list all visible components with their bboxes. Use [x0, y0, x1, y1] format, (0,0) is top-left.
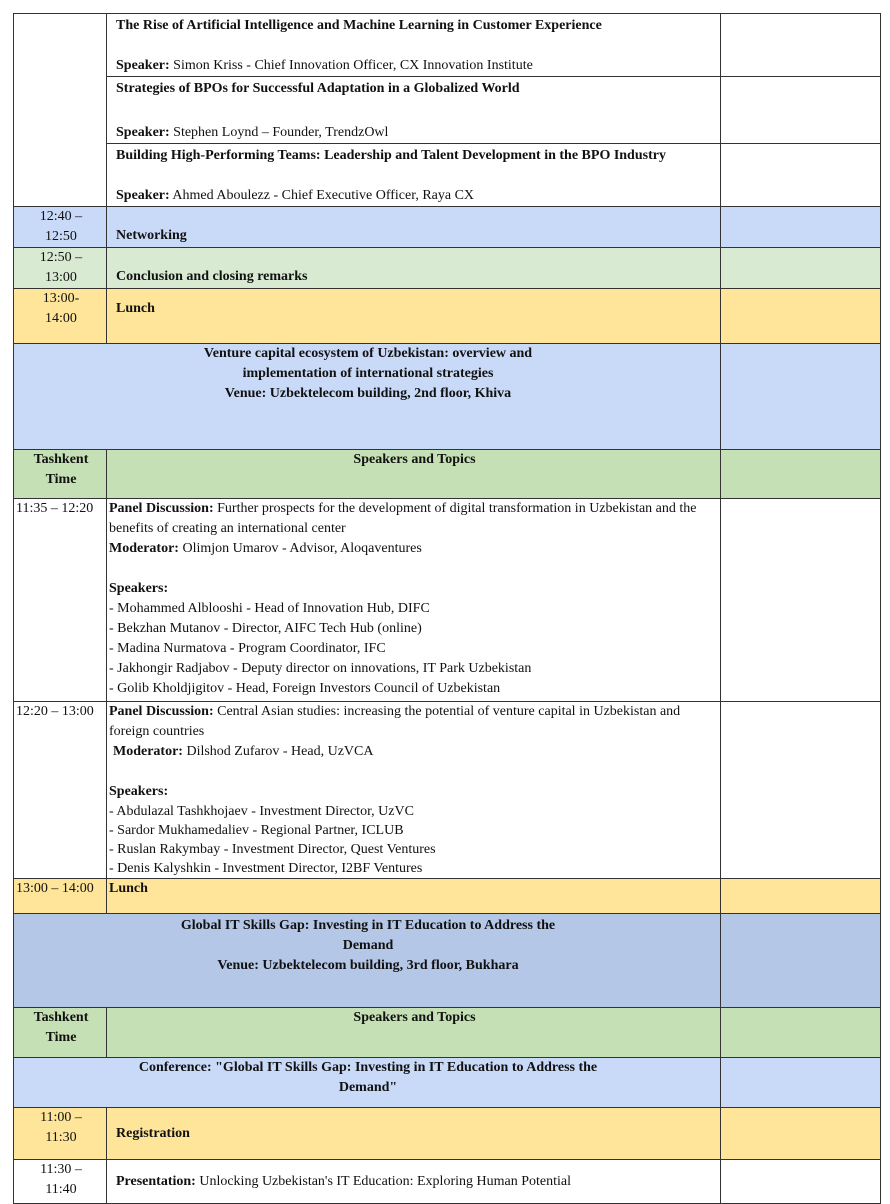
moderator: [109, 539, 720, 559]
activity-cell: [107, 1108, 721, 1160]
notes-cell: [721, 702, 881, 879]
conference-row: [14, 1058, 881, 1108]
presentation-label: Presentation:: [116, 1173, 196, 1189]
column-header-time: [14, 450, 107, 499]
panel-description: [109, 702, 720, 742]
talk-title: The Rise of Artificial Intelligence and Machine Learning in Customer Experience: [116, 18, 602, 33]
speaker-label: Speaker:: [116, 188, 170, 203]
presentation-text: Unlocking Uzbekistan's IT Education: Exploring Human Potential: [199, 1173, 571, 1189]
moderator-label: Moderator:: [113, 744, 183, 759]
notes-cell: [721, 1058, 881, 1108]
notes-cell: [721, 914, 881, 1008]
notes-cell: [721, 144, 881, 207]
activity-label: Conclusion and closing remarks: [116, 269, 308, 284]
notes-cell: [721, 499, 881, 702]
activity-cell: [107, 207, 721, 248]
notes-cell: [721, 344, 881, 450]
talk-cell: [107, 144, 721, 207]
talk-speaker: [116, 56, 720, 76]
talk-speaker: [116, 123, 720, 143]
time-end: 11:40: [45, 1182, 77, 1197]
speaker-name: Simon Kriss - Chief Innovation Officer, CX Innovation Institute: [173, 58, 533, 73]
speaker-name: Ahmed Aboulezz - Chief Executive Officer, Raya CX: [172, 188, 475, 203]
time-cell: [14, 207, 107, 248]
notes-cell: [721, 879, 881, 914]
activity-cell: [107, 879, 721, 914]
time-start: 12:50 –: [39, 250, 83, 265]
networking-row: [14, 207, 881, 248]
speaker-label: Speaker:: [116, 58, 170, 73]
moderator-label: Moderator:: [109, 541, 179, 556]
panel-text: Central Asian studies: increasing the potential of venture capital in Uzbekistan and foreign countries: [109, 704, 681, 739]
talk-row: [14, 144, 881, 207]
panel-text: Further prospects for the development of digital transformation in Uzbekistan and the benefits of creating an international center: [109, 501, 697, 536]
section-title-line: Demand: [342, 938, 394, 953]
section-title: [14, 914, 721, 1008]
speaker-item: - Abdulazal Tashkhojaev - Investment Director, UzVC: [109, 804, 414, 819]
panel-label: Panel Discussion:: [109, 704, 214, 719]
speaker-item: - Bekzhan Mutanov - Director, AIFC Tech Hub (online): [109, 621, 422, 636]
activity-cell: [107, 248, 721, 289]
time-cell: [14, 1108, 107, 1160]
talk-row: [14, 14, 881, 77]
time-cell: [14, 248, 107, 289]
presentation-row: [14, 1160, 881, 1204]
speaker-label: Speaker:: [116, 125, 170, 140]
speaker-item: - Golib Kholdjigitov - Head, Foreign Investors Council of Uzbekistan: [109, 681, 501, 696]
time-end: 11:30: [45, 1130, 77, 1145]
conclusion-row: [14, 248, 881, 289]
moderator: [109, 742, 720, 762]
column-header-topics: Speakers and Topics: [107, 1008, 721, 1058]
time-end: 14:00: [45, 311, 77, 326]
section-title-line: Global IT Skills Gap: Investing in IT Education to Address the: [180, 918, 556, 933]
speaker-item: - Sardor Mukhamedaliev - Regional Partner, ICLUB: [109, 823, 404, 838]
speaker-item: - Denis Kalyshkin - Investment Director, I2BF Ventures: [109, 861, 423, 876]
speaker-name: Stephen Loynd – Founder, TrendzOwl: [173, 125, 389, 140]
activity-label: Registration: [116, 1125, 190, 1141]
notes-cell: [721, 77, 881, 144]
time-cell: 12:20 – 13:00: [14, 702, 107, 879]
section-venue: Venue: Uzbektelecom building, 2nd floor, Khiva: [224, 386, 512, 401]
panel-row: [14, 702, 881, 879]
speaker-item: - Ruslan Rakymbay - Investment Director, Quest Ventures: [109, 842, 436, 857]
talk-speaker: [116, 186, 720, 206]
header-time-line: Tashkent: [33, 452, 89, 467]
lunch-row: [14, 879, 881, 914]
notes-cell: [721, 14, 881, 77]
notes-cell: [721, 248, 881, 289]
notes-cell: [721, 450, 881, 499]
activity-label: Lunch: [116, 301, 155, 316]
section-title: [14, 344, 721, 450]
header-time-line: Time: [45, 1030, 77, 1045]
speaker-item: - Jakhongir Radjabov - Deputy director on innovations, IT Park Uzbekistan: [109, 661, 532, 676]
time-end: 13:00: [45, 270, 77, 285]
notes-cell: [721, 1160, 881, 1204]
time-cell-empty: [14, 14, 107, 207]
time-cell: [14, 289, 107, 344]
moderator-name: Olimjon Umarov - Advisor, Aloqaventures: [182, 541, 422, 556]
notes-cell: [721, 289, 881, 344]
registration-row: [14, 1108, 881, 1160]
activity-label: Networking: [116, 228, 187, 243]
talk-row: [14, 77, 881, 144]
header-time-line: Time: [45, 472, 77, 487]
lunch-row: [14, 289, 881, 344]
conference-title-line: Demand": [338, 1080, 398, 1095]
time-start: 13:00-: [42, 291, 80, 306]
talk-cell: [107, 77, 721, 144]
column-header-row: [14, 1008, 881, 1058]
panel-cell: [107, 702, 721, 879]
speakers-label: Speakers:: [109, 784, 169, 799]
speaker-item: - Mohammed Alblooshi - Head of Innovation Hub, DIFC: [109, 601, 430, 616]
time-cell: 13:00 – 14:00: [14, 879, 107, 914]
notes-cell: [721, 1008, 881, 1058]
speakers-label: Speakers:: [109, 581, 169, 596]
section-title-line: Venture capital ecosystem of Uzbekistan: overview and: [203, 346, 533, 361]
section-venue: Venue: Uzbektelecom building, 3rd floor, Bukhara: [217, 958, 519, 973]
column-header-time: [14, 1008, 107, 1058]
moderator-name: Dilshod Zufarov - Head, UzVCA: [186, 744, 374, 759]
panel-label: Panel Discussion:: [109, 501, 214, 516]
talk-title: Strategies of BPOs for Successful Adaptation in a Globalized World: [116, 81, 520, 96]
section-header-row: [14, 344, 881, 450]
panel-cell: [107, 499, 721, 702]
speaker-item: - Madina Nurmatova - Program Coordinator, IFC: [109, 641, 386, 656]
time-cell: [14, 1160, 107, 1204]
conference-title: [14, 1058, 721, 1108]
header-time-line: Tashkent: [33, 1010, 89, 1025]
activity-cell: [107, 1160, 721, 1204]
time-start: 11:00 –: [40, 1110, 82, 1125]
time-cell: 11:35 – 12:20: [14, 499, 107, 702]
conference-title-line: Conference: "Global IT Skills Gap: Investing in IT Education to Address the: [138, 1060, 598, 1075]
activity-label: Lunch: [109, 881, 148, 896]
time-end: 12:50: [45, 229, 77, 244]
time-start: 11:30 –: [40, 1162, 82, 1177]
section-title-line: implementation of international strategies: [242, 366, 494, 381]
panel-description: [109, 499, 720, 539]
activity-cell: [107, 289, 721, 344]
column-header-row: [14, 450, 881, 499]
panel-row: [14, 499, 881, 702]
time-start: 12:40 –: [39, 209, 83, 224]
agenda-table: [13, 13, 881, 1204]
column-header-topics: Speakers and Topics: [107, 450, 721, 499]
section-header-row: [14, 914, 881, 1008]
notes-cell: [721, 207, 881, 248]
talk-title: Building High-Performing Teams: Leadership and Talent Development in the BPO Industry: [116, 148, 666, 163]
talk-cell: [107, 14, 721, 77]
notes-cell: [721, 1108, 881, 1160]
